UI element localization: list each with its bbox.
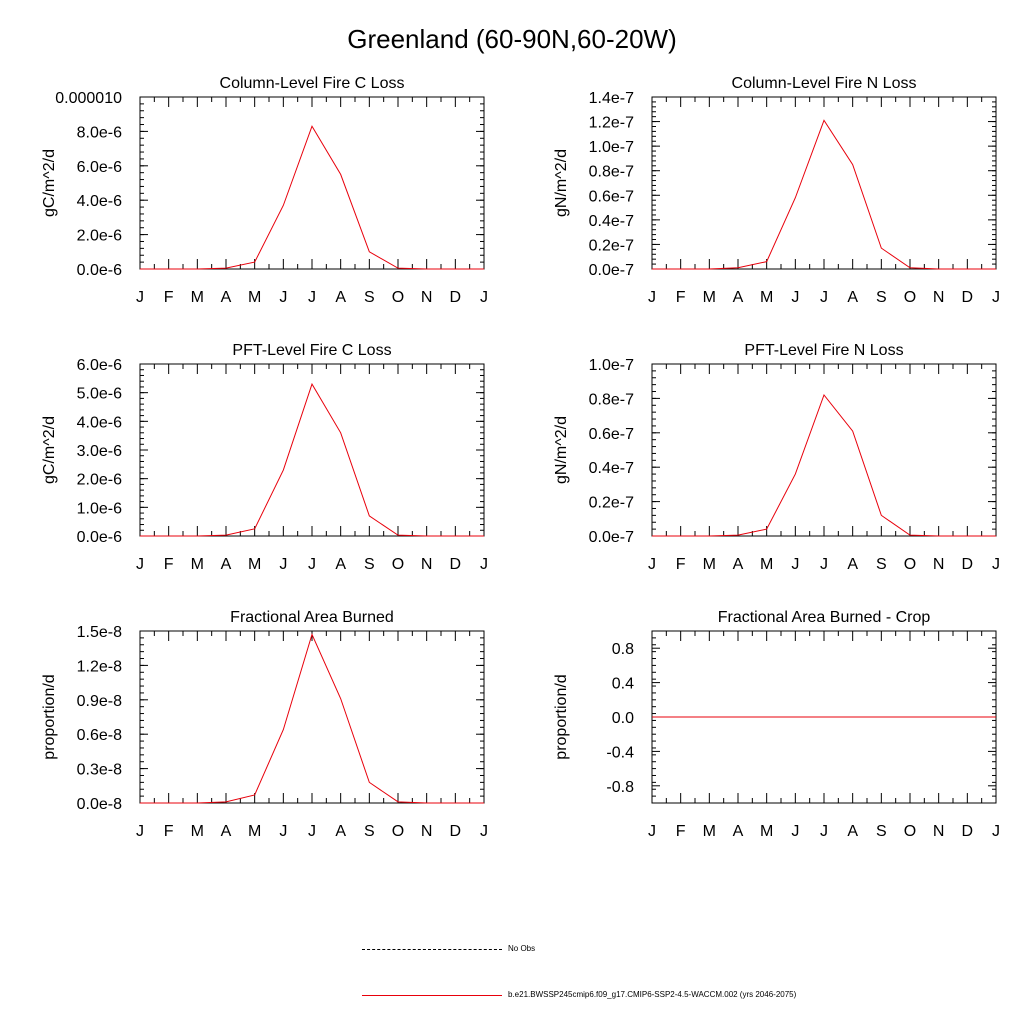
x-tick-label: D (449, 823, 462, 840)
x-tick-label: N (932, 823, 945, 840)
x-tick-label: J (820, 823, 828, 840)
series-line (140, 126, 484, 269)
x-tick-label: N (420, 556, 433, 573)
y-tick-label: 0.0 (611, 710, 634, 727)
x-tick-label: D (449, 556, 462, 573)
x-tick-label: M (702, 289, 716, 306)
y-tick-label: 6.0e-6 (76, 158, 122, 176)
y-tick-label: 0.4e-7 (588, 460, 634, 478)
chart-title: PFT-Level Fire N Loss (744, 342, 904, 359)
y-tick-label: 8.0e-6 (76, 124, 122, 142)
x-tick-label: J (136, 289, 144, 306)
x-tick-label: S (363, 289, 375, 306)
y-axis-label: gC/m^2/d (41, 416, 58, 484)
x-tick-label: J (791, 556, 800, 573)
x-tick-label: M (248, 556, 262, 573)
x-tick-label: J (279, 823, 288, 840)
y-tick-label: 0.8 (611, 641, 634, 659)
x-tick-label: F (675, 556, 686, 573)
y-tick-label: 1.2e-8 (76, 658, 122, 676)
x-tick-label: A (847, 289, 859, 306)
plot-frame (140, 364, 484, 536)
x-tick-label: O (903, 823, 917, 840)
y-tick-label: 1.2e-7 (588, 114, 634, 132)
x-tick-label: J (820, 289, 828, 306)
y-tick-label: 1.0e-6 (76, 500, 122, 518)
chart-title: Column-Level Fire C Loss (219, 75, 405, 92)
x-tick-label: M (248, 289, 262, 306)
x-tick-label: M (702, 823, 716, 840)
x-tick-label: N (420, 823, 433, 840)
x-tick-label: A (220, 823, 232, 840)
x-tick-label: O (903, 289, 917, 306)
y-tick-label: -0.8 (606, 778, 634, 796)
y-tick-label: 0.0e-6 (76, 529, 122, 546)
x-tick-label: A (732, 556, 744, 573)
y-tick-label: 0.9e-8 (76, 692, 122, 710)
y-tick-label: 0.8e-7 (588, 163, 634, 181)
x-tick-label: A (335, 289, 347, 306)
x-tick-label: J (648, 556, 656, 573)
x-tick-label: D (961, 823, 974, 840)
y-tick-label: 0.2e-7 (588, 237, 634, 255)
x-tick-label: J (480, 289, 488, 306)
x-tick-label: A (220, 556, 232, 573)
y-tick-label: 1.5e-8 (76, 624, 122, 641)
chart-title: PFT-Level Fire C Loss (232, 342, 392, 359)
y-tick-label: 3.0e-6 (76, 443, 122, 460)
y-tick-label: 0.3e-8 (76, 761, 122, 779)
series-line (140, 384, 484, 536)
y-axis-label: gC/m^2/d (41, 149, 58, 217)
legend-obs-dashed-line (362, 949, 502, 950)
x-tick-label: J (992, 556, 1000, 573)
x-tick-label: M (760, 556, 774, 573)
x-tick-label: S (875, 556, 887, 573)
y-tick-label: 0.2e-7 (588, 494, 634, 512)
x-tick-label: O (391, 556, 405, 573)
chart-panel-1 (41, 75, 488, 306)
x-tick-label: O (903, 556, 917, 573)
chart-panel-2 (553, 75, 1000, 306)
y-tick-label: 5.0e-6 (76, 385, 122, 403)
y-tick-label: 0.0e-6 (76, 262, 122, 279)
x-tick-label: D (961, 556, 974, 573)
y-tick-label: 0.0e-7 (588, 262, 634, 279)
x-tick-label: J (308, 823, 316, 840)
x-tick-label: M (760, 289, 774, 306)
x-tick-label: M (702, 556, 716, 573)
x-tick-label: J (136, 823, 144, 840)
x-tick-label: M (190, 556, 204, 573)
plot-frame (652, 364, 996, 536)
plot-frame (140, 631, 484, 803)
x-tick-label: J (992, 823, 1000, 840)
chart-title: Fractional Area Burned - Crop (717, 609, 931, 626)
plot-frame (652, 97, 996, 269)
legend-model-red-line (362, 995, 502, 996)
x-tick-label: J (820, 556, 828, 573)
y-tick-label: 4.0e-6 (76, 193, 122, 211)
x-tick-label: D (961, 289, 974, 306)
x-tick-label: S (363, 823, 375, 840)
chart-panel-3 (41, 342, 488, 573)
y-axis-label: proportion/d (553, 674, 570, 760)
y-tick-label: 2.0e-6 (76, 471, 122, 489)
y-axis-label: gN/m^2/d (553, 149, 570, 217)
x-tick-label: A (847, 823, 859, 840)
y-tick-label: 0.6e-7 (588, 425, 634, 443)
y-tick-label: 0.0e-8 (76, 796, 122, 813)
x-tick-label: O (391, 823, 405, 840)
y-tick-label: 2.0e-6 (76, 227, 122, 245)
y-tick-label: -0.4 (606, 744, 634, 762)
y-tick-label: 6.0e-6 (76, 357, 122, 374)
x-tick-label: M (248, 823, 262, 840)
legend-obs-label: No Obs (508, 944, 536, 953)
x-tick-label: J (279, 289, 288, 306)
x-tick-label: O (391, 289, 405, 306)
chart-panel-4 (553, 342, 1000, 573)
series-line (140, 634, 484, 803)
x-tick-label: J (136, 556, 144, 573)
y-tick-label: 0.4e-7 (588, 212, 634, 230)
chart-title: Column-Level Fire N Loss (731, 75, 917, 92)
x-tick-label: J (791, 289, 800, 306)
x-tick-label: J (648, 289, 656, 306)
page-title: Greenland (60-90N,60-20W) (347, 24, 677, 54)
series-line (652, 395, 996, 536)
x-tick-label: A (335, 823, 347, 840)
x-tick-label: A (732, 823, 744, 840)
y-tick-label: 0.8e-7 (588, 391, 634, 409)
y-tick-label: 4.0e-6 (76, 414, 122, 432)
x-tick-label: D (449, 289, 462, 306)
y-tick-label: 1.0e-7 (588, 139, 634, 157)
x-tick-label: S (875, 289, 887, 306)
chart-panel-6 (553, 609, 1000, 840)
y-tick-label: 0.0e-7 (588, 529, 634, 546)
y-tick-label: 0.6e-7 (588, 188, 634, 206)
x-tick-label: S (363, 556, 375, 573)
legend-model-label: b.e21.BWSSP245cmip6.f09_g17.CMIP6-SSP2-4.5-WACCM.002 (yrs 2046-2075) (508, 990, 797, 999)
x-tick-label: N (932, 289, 945, 306)
series-line (652, 120, 996, 269)
x-tick-label: J (308, 289, 316, 306)
y-tick-label: 1.0e-7 (588, 357, 634, 374)
x-tick-label: N (420, 289, 433, 306)
x-tick-label: F (163, 823, 174, 840)
y-tick-label: 0.6e-8 (76, 727, 122, 745)
x-tick-label: A (220, 289, 232, 306)
x-tick-label: M (190, 289, 204, 306)
x-tick-label: F (163, 556, 174, 573)
y-axis-label: gN/m^2/d (553, 416, 570, 484)
x-tick-label: A (335, 556, 347, 573)
x-tick-label: J (308, 556, 316, 573)
chart-title: Fractional Area Burned (230, 609, 394, 626)
x-tick-label: M (760, 823, 774, 840)
x-tick-label: F (675, 289, 686, 306)
x-tick-label: A (732, 289, 744, 306)
x-tick-label: S (875, 823, 887, 840)
chart-panel-5 (41, 609, 488, 840)
x-tick-label: J (791, 823, 800, 840)
y-tick-label: 0.4 (611, 675, 634, 693)
y-tick-label: 1.4e-7 (588, 90, 634, 107)
x-tick-label: J (480, 823, 488, 840)
x-tick-label: N (932, 556, 945, 573)
x-tick-label: J (648, 823, 656, 840)
y-tick-label: 0.000010 (55, 90, 122, 107)
y-axis-label: proportion/d (41, 674, 58, 760)
x-tick-label: F (675, 823, 686, 840)
x-tick-label: J (480, 556, 488, 573)
plot-frame (140, 97, 484, 269)
x-tick-label: M (190, 823, 204, 840)
x-tick-label: F (163, 289, 174, 306)
x-tick-label: J (279, 556, 288, 573)
x-tick-label: A (847, 556, 859, 573)
x-tick-label: J (992, 289, 1000, 306)
